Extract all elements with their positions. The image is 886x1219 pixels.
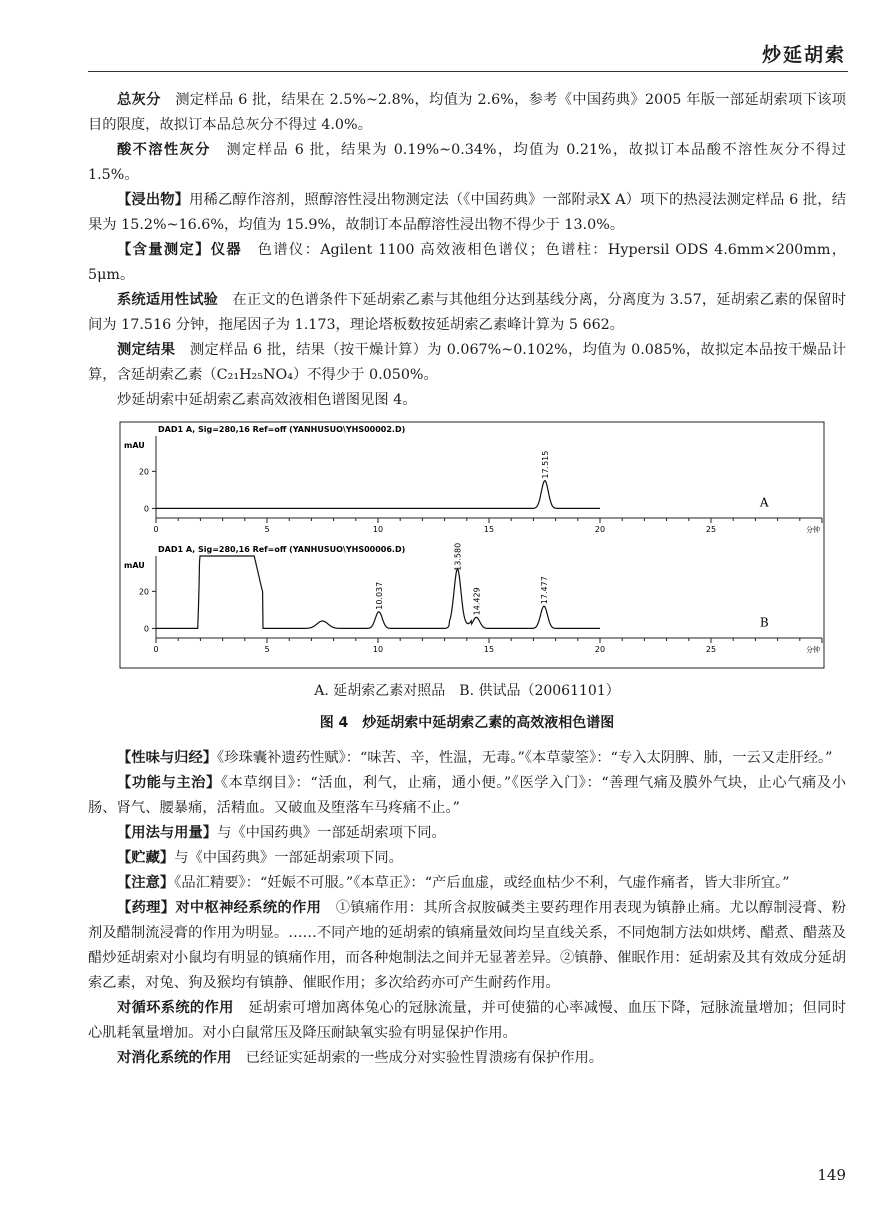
y-axis-label: mAU [124,441,145,450]
y-tick-label: 20 [138,587,149,597]
para-usage [88,821,846,846]
para-text: 色谱仪：Agilent 1100 高效液相色谱仪；色谱柱：Hypersil ODS 4.6mm×200mm，5μm。 [88,242,847,283]
peak-label: 13.580 [453,542,463,571]
heading: 【浸出物】 [117,192,190,208]
body-text-bottom [88,746,846,1071]
para-text: 延胡索可增加离体兔心的冠脉流量，并可使猫的心率减慢、血压下降，冠脉流量增加；但同时心肌耗氧量增加。对小白鼠常压及降压耐缺氧实验有明显保护作用。 [88,1000,846,1041]
panel-label: B [759,615,769,630]
x-tick-label: 15 [483,525,495,534]
x-axis-unit: 分钟 [806,526,820,534]
x-tick-label: 0 [153,645,159,654]
heading: 【含量测定】仪器 [117,242,243,258]
para-assay [88,238,846,288]
para-text: 《品汇精要》：“妊娠不可服。”《本草正》：“产后血虚，或经血枯少不利，气虚作痛者，皆大非所宜。” [174,875,790,891]
peak-label: 10.037 [374,581,384,610]
x-axis-unit: 分钟 [806,646,820,654]
para-suitability [88,288,846,338]
para-text: 在正文的色谱条件下延胡索乙素与其他组分达到基线分离，分离度为 3.57，延胡索乙素的保留时间为 17.516 分钟，拖尾因子为 1.173，理论塔板数按延胡索乙素峰计算为 5 662。 [88,292,847,333]
x-tick-label: 5 [264,645,270,654]
para-text: 已经证实延胡索的一些成分对实验性胃溃疡有保护作用。 [231,1050,604,1066]
heading: 系统适用性试验 [117,292,218,308]
heading: 对循环系统的作用 [117,1000,234,1016]
peak-label: 17.515 [540,450,550,479]
para-text: 与《中国药典》一部延胡索项下同。 [217,825,446,841]
y-tick-label: 0 [143,624,149,634]
heading: 总灰分 [117,92,161,108]
heading: 【注意】 [117,875,175,891]
figure-caption: 图 4 炒延胡索中延胡索乙素的高效液相色谱图 [319,715,615,731]
heading: 【药理】对中枢神经系统的作用 [117,900,322,916]
para-pharmacology-cns [88,896,846,996]
x-tick-label: 0 [153,525,159,534]
heading: 酸不溶性灰分 [117,142,211,158]
heading: 对消化系统的作用 [117,1050,232,1066]
para-text: 《珍珠囊补遗药性赋》：“味苦、辛，性温，无毒。”《本草蒙筌》：“专入太阴脾、肺，一云又走肝经。” [217,750,833,766]
heading: 测定结果 [117,342,176,358]
para-total-ash [88,88,846,138]
figure-legend: A. 延胡索乙素对照品 B. 供试品（20061101） [314,683,620,699]
x-tick-label: 25 [705,525,717,534]
para-text: ①镇痛作用：其所含叔胺碱类主要药理作用表现为镇静止痛。尤以醇制浸膏、粉剂及醋制流浸膏的作用为明显。……不同产地的延胡索的镇痛量效间均呈直线关系，不同炮制方法如烘烤、醋煮、醋蒸及醋炒延胡索对小鼠均有明显的镇痛作用，而各种炮制法之间并无显著差异。②镇静、催眠作用：延胡索及其有效成分延胡索乙素，对兔、狗及猴均有镇静、催眠作用；多次给药亦可产生耐药作用。 [88,900,846,991]
chromatogram-figure [116,420,828,670]
para-figure-ref [88,388,846,413]
heading: 【功能与主治】 [117,775,221,791]
para-acid-ash [88,138,846,188]
page-number: 149 [817,1166,846,1184]
x-tick-label: 15 [483,645,495,654]
para-storage [88,846,846,871]
peak-label: 17.477 [539,576,549,605]
chromatogram-trace [156,481,600,509]
chart-header: DAD1 A, Sig=280,16 Ref=off (YANHUSUO\YHS00006.D) [158,545,406,554]
para-text: 炒延胡索中延胡索乙素高效液相色谱图见图 4。 [117,392,417,408]
x-tick-label: 25 [705,645,717,654]
x-tick-label: 20 [594,525,606,534]
y-tick-label: 20 [138,467,149,477]
x-tick-label: 5 [264,525,270,534]
chromatogram-svg [116,420,828,670]
body-text-top [88,88,846,413]
para-text: 《本草纲目》：“活血，利气，止痛，通小便。”《医学入门》：“善理气痛及膜外气块，止心气痛及小肠、肾气、腰暴痛，活精血。又破血及堕落车马疼痛不止。” [88,775,846,816]
para-extract [88,188,846,238]
x-tick-label: 10 [372,525,384,534]
para-function [88,771,846,821]
peak-label: 14.429 [472,587,482,616]
heading: 【用法与用量】 [117,825,218,841]
chart-header: DAD1 A, Sig=280,16 Ref=off (YANHUSUO\YHS00002.D) [158,425,406,434]
heading: 【性味与归经】 [117,750,218,766]
para-text: 用稀乙醇作溶剂，照醇溶性浸出物测定法（《中国药典》一部附录Ⅹ A）项下的热浸法测定样品 6 批，结果为 15.2%~16.6%，均值为 15.9%，故制订本品醇溶性浸出物不得少于 13.0%。 [88,192,846,233]
para-digestive [88,1046,846,1071]
y-tick-label: 0 [143,504,149,514]
para-taste [88,746,846,771]
heading: 【贮藏】 [117,850,175,866]
x-tick-label: 20 [594,645,606,654]
para-text: 与《中国药典》一部延胡索项下同。 [174,850,403,866]
para-caution [88,871,846,896]
panel-label: A [759,495,769,510]
para-circulatory [88,996,846,1046]
x-tick-label: 10 [372,645,384,654]
running-header: 炒延胡索 [761,44,846,66]
y-axis-label: mAU [124,561,145,570]
para-text: 测定样品 6 批，结果为 0.19%~0.34%，均值为 0.21%，故拟订本品酸不溶性灰分不得过 1.5%。 [88,142,846,183]
para-text: 测定样品 6 批，结果（按干燥计算）为 0.067%~0.102%，均值为 0.085%，故拟定本品按干燥品计算，含延胡索乙素（C₂₁H₂₅NO₄）不得少于 0.050%。 [88,342,846,383]
para-result [88,338,846,388]
header-rule [88,71,848,72]
para-text: 测定样品 6 批，结果在 2.5%~2.8%，均值为 2.6%，参考《中国药典》2005 年版一部延胡索项下该项目的限度，故拟订本品总灰分不得过 4.0%。 [88,92,846,133]
